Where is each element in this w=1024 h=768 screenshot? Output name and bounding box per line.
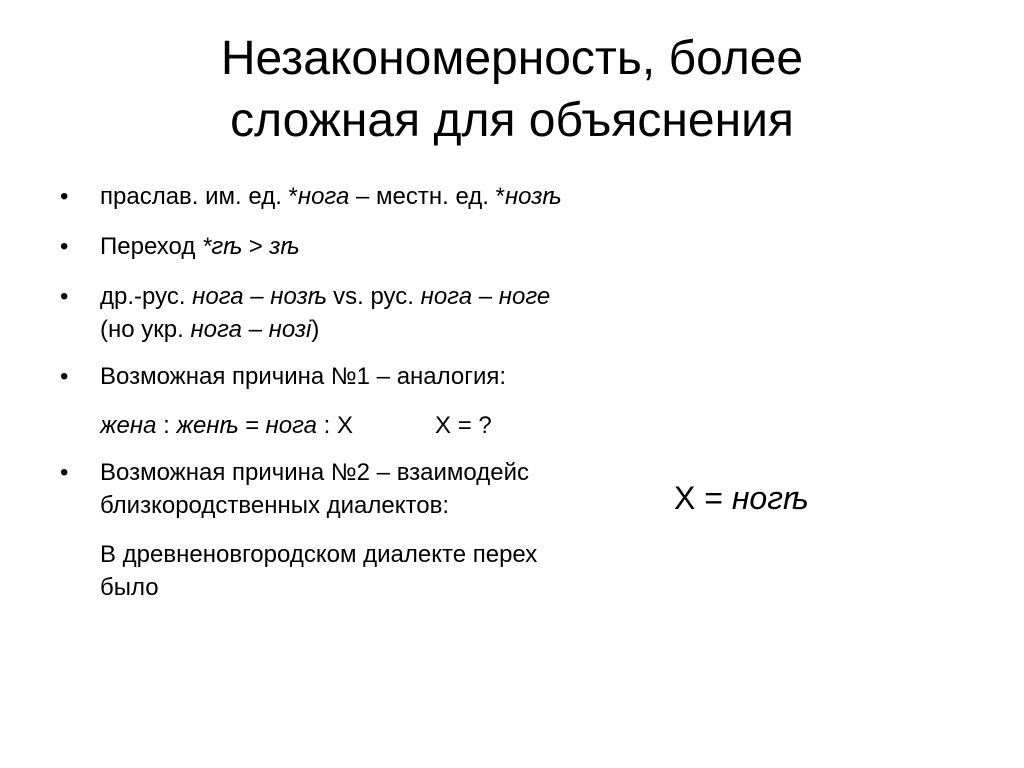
- italic-word: женѣ = нога: [176, 412, 318, 439]
- italic-word: нога – нозѣ: [192, 283, 327, 310]
- title-line-1: Незакономерность, более: [220, 32, 804, 85]
- italic-word: нозѣ: [504, 183, 562, 210]
- bullet-reason-1: [56, 360, 666, 393]
- analogy-equation: [56, 409, 666, 442]
- bullet-old-russian-continuation: [56, 313, 666, 346]
- bullet-proto-slavic: [56, 180, 666, 213]
- slide-title: [0, 28, 1024, 152]
- text-run: праслав. им. ед. *: [100, 183, 298, 210]
- text-run: близкородственных диалектов:: [100, 492, 449, 519]
- bullet-reason-2: [56, 456, 666, 489]
- text-run: Возможная причина №2 – взаимодейс: [100, 459, 530, 486]
- text-run: Х =: [674, 480, 732, 516]
- text-run: Переход: [100, 233, 202, 260]
- dialect-paragraph-continuation: [56, 571, 666, 604]
- italic-word: жена: [100, 412, 157, 439]
- bullet-transition: [56, 230, 666, 263]
- italic-word: ногѣ: [731, 480, 808, 516]
- text-run: vs. рус.: [326, 283, 421, 310]
- bullet-reason-2-continuation: [56, 489, 666, 522]
- italic-word: нога – ноге: [420, 283, 551, 310]
- italic-formula: *гѣ > зѣ: [202, 233, 300, 260]
- bullet-old-russian: [56, 280, 666, 313]
- text-run: – местн. ед. *: [349, 183, 505, 210]
- title-line-2: сложная для объяснения: [230, 94, 794, 147]
- text-run: Возможная причина №1 – аналогия:: [100, 363, 507, 390]
- dialect-paragraph: [56, 538, 666, 571]
- text-run: :: [156, 412, 177, 439]
- italic-word: нога: [297, 183, 350, 210]
- answer-formula: [674, 478, 808, 518]
- text-run: (но укр.: [100, 316, 191, 343]
- question: Х = ?: [435, 412, 492, 439]
- text-run: ): [311, 316, 320, 343]
- text-run: было: [100, 574, 159, 601]
- text-run: др.-рус.: [100, 283, 193, 310]
- slide-content: [56, 180, 666, 660]
- text-run: : Х: [317, 412, 354, 439]
- italic-word: нога – нозі: [190, 316, 312, 343]
- text-run: В древненовгородском диалекте перех: [100, 541, 538, 568]
